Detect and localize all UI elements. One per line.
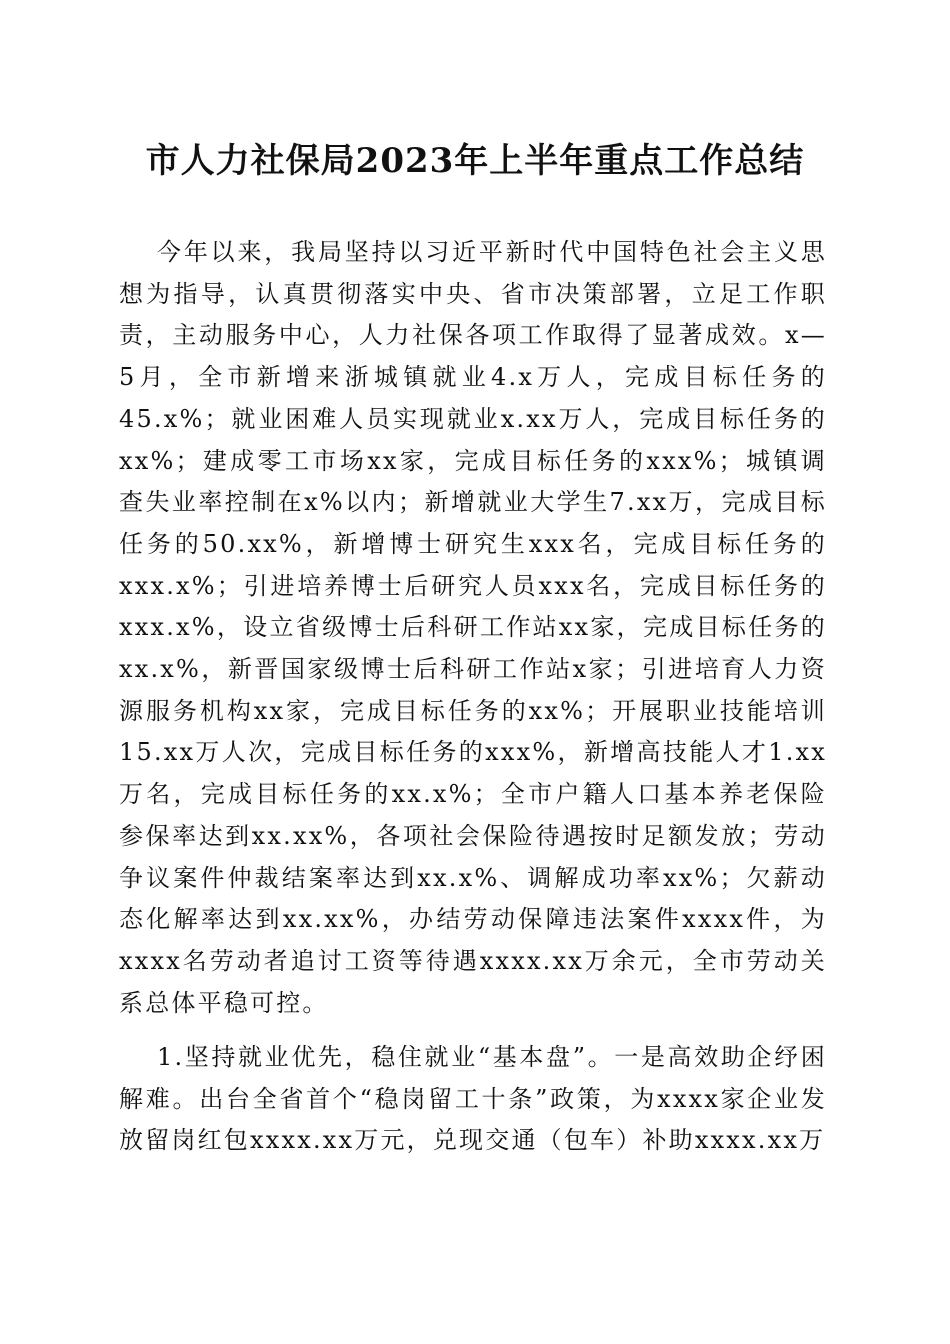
paragraph-employment: 1.坚持就业优先，稳住就业“基本盘”。一是高效助企纾困解难。出台全省首个“稳岗留工十条”政策，为xxxx家企业发放留岗红包xxxx.xx万元，兑现交通（包车）补助xxxx.xx万 [119,1043,827,1155]
paragraph-intro: 今年以来，我局坚持以习近平新时代中国特色社会主义思想为指导，认真贯彻落实中央、省市决策部署，立足工作职责，主动服务中心，人力社保各项工作取得了显著成效。x—5月，全市新增来浙城镇就业4.x万人，完成目标任务的45.x%；就业困难人员实现就业x.xx万人，完成目标任务的xx%；建成零工市场xx家，完成目标任务的xxx%；城镇调查失业率控制在x%以内；新增就业大学生7.xx万，完成目标任务的50.xx%，新增博士研究生xxx名，完成目标任务的xxx.x%；引进培养博士后研究人员xxx名，完成目标任务的xxx.x%，设立省级博士后科研工作站xx家，完成目标任务的xx.x%，新晋国家级博士后科研工作站x家；引进培育人力资源服务机构xx家，完成目标任务的xx%；开展职业技能培训15.xx万人次，完成目标任务的xxx%，新增高技能人才1.xx万名，完成目标任务的xx.x%；全市户籍人口基本养老保险参保率达到xx.xx%，各项社会保险待遇按时足额发放；劳动争议案件仲裁结案率达到xx.x%、调解成功率xx%；欠薪动态化解率达到xx.xx%，办结劳动保障违法案件xxxx件，为xxxx名劳动者追讨工资等待遇xxxx.xx万余元，全市劳动关系总体平稳可控。 [119,238,827,1017]
document-title: 市人力社保局2023年上半年重点工作总结 [145,141,805,181]
